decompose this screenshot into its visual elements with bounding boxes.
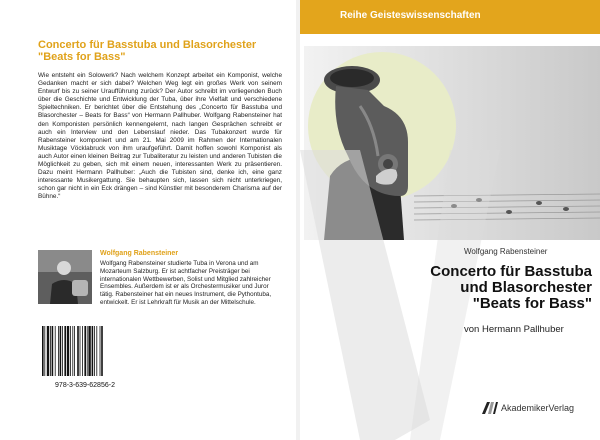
series-label: Reihe Geisteswissenschaften (340, 10, 481, 21)
back-cover-title: Concerto für Basstuba und Blasorchester "Beats for Bass" (38, 39, 257, 63)
front-author: Wolfgang Rabensteiner (464, 247, 548, 256)
author-photo (38, 250, 92, 304)
author-photo-image (38, 250, 92, 304)
publisher-logo (482, 402, 574, 414)
front-title (430, 264, 592, 312)
back-cover-blurb: Wie entsteht ein Solowerk? Nach welchem Konzept arbeitet ein Komponist, welche Gedanken macht er sich dabei? Welchen Weg legt ein großes Werk von seinem Entwurf bis zu seiner Uraufführung zurück? Der Autor schreibt im vorliegenden Buch über die Geschichte und Entwicklung der Tuba, über ihre Vielfalt und verschiedene Spieltechniken. Er berichtet über die Entstehung des „Concerto für Basstuba und Blasorchester – Beats for Bass“ von Hermann Pallhuber. Wolfgang Rabensteiner hat den Komponisten persönlich kennengelernt, nach langen Gesprächen schreibt er auch ein Interview und den Lebenslauf nieder. Das Tubakonzert wurde für Rabensteiner komponiert und am 21. Mai 2009 im Rahmen der Internationalen Musiktage Vöcklabruck von ihm uraufgeführt. Damit hoffen sowohl Komponist als auch Autor einen kleinen Beitrag zur Tubaliteratur zu leisten und anderen Tubisten die Möglichkeit zu geben, sich mit einem neuen, interessanten Werk zu präsentieren. Dazu meint Hermann Pallhuber: „Auch die Tubisten sind, denke ich, eine ganz interessante Musikergattung. Sie behaupten sich, lassen sich nicht unterkriegen, schon gar nicht in ein Eck drängen – sind Künstler mit besonderem Charisma auf der Bühne.“ (38, 72, 282, 201)
barcode (40, 326, 130, 388)
author-bio: Wolfgang Rabensteiner studierte Tuba in Verona und am Mozarteum Salzburg. Er ist achtfacher Preisträger bei internationalen Wettbewerben, Solist und Mitglied zahlreicher Ensembles. Außerdem ist er als Orchestermusiker und Juror tätig. Rabensteiner hat ein neues Instrument, die Pythontuba, entwickelt. Er ist Lehrkraft für Musik an der Mittelschule. (100, 260, 272, 306)
publisher-name: AkademikerVerlag (501, 403, 575, 413)
series-band (300, 0, 600, 34)
front-title-line-1: Concerto für Basstuba (430, 263, 592, 280)
isbn-number: 978-3-639-62856-2 (55, 382, 115, 389)
front-title-line-3: "Beats for Bass" (472, 295, 592, 312)
av-logo-icon (482, 402, 498, 414)
front-title-line-2: und Blasorchester (460, 279, 592, 296)
front-subtitle: von Hermann Pallhuber (464, 324, 564, 335)
author-name: Wolfgang Rabensteiner (100, 250, 179, 257)
barcode-icon (40, 326, 130, 376)
front-cover (300, 0, 600, 440)
back-cover (28, 28, 290, 428)
